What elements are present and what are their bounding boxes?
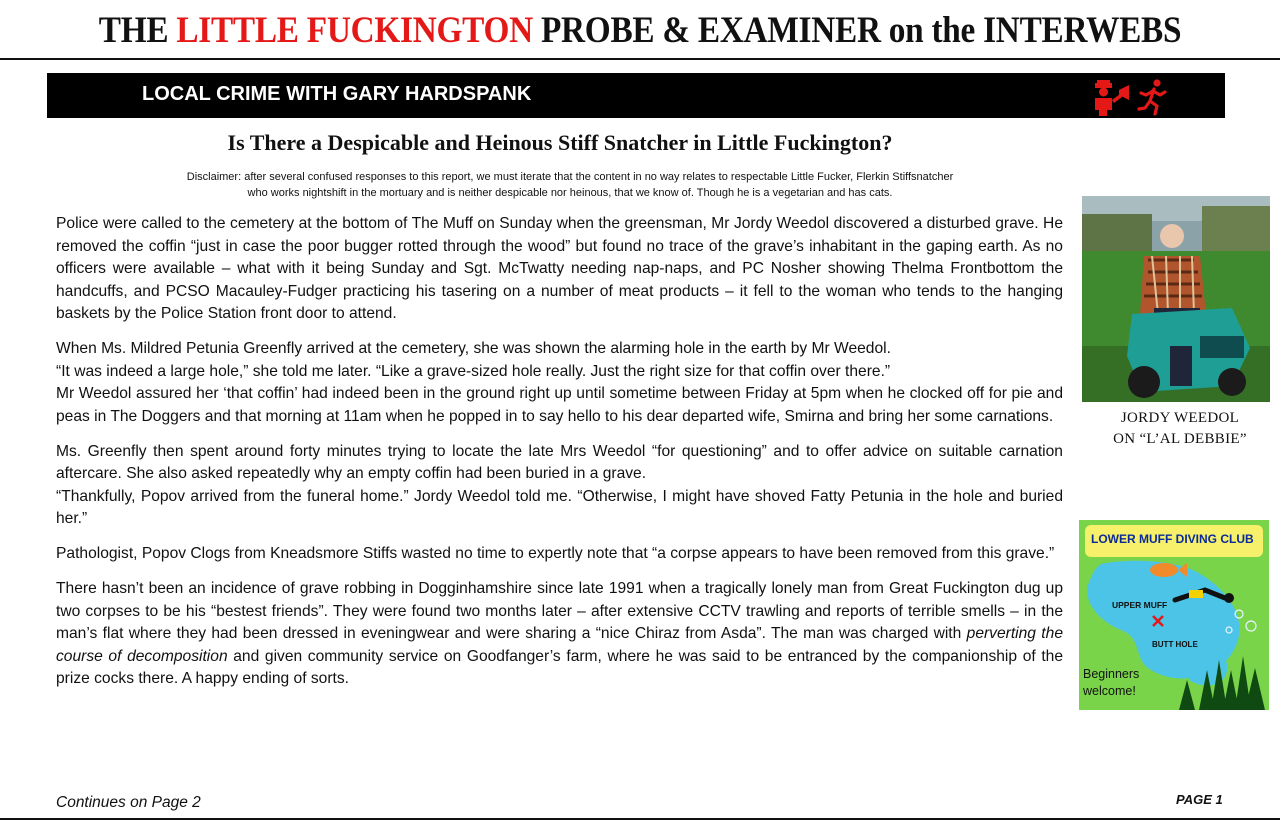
paragraph-4: Pathologist, Popov Clogs from Kneadsmore Stiffs wasted no time to expertly note that “a corpse appears to have been removed from this grave.”: [56, 545, 1055, 562]
paragraph-2: [56, 338, 1063, 428]
disclaimer: [80, 169, 1060, 201]
ad-tagline: [1083, 666, 1139, 700]
diving-club-advert: [1079, 520, 1269, 710]
page-number: PAGE 1: [1176, 792, 1223, 807]
paragraph-3-line: Ms. Greenfly then spent around forty minutes trying to locate the late Mrs Weedol “for questioning” and to offer advice on suitable carnation aftercare. She also asked repeatedly why an empty coffin had been buried in a grave.: [56, 442, 1063, 482]
masthead-town: LITTLE FUCKINGTON: [176, 10, 533, 51]
article-headline: Is There a Despicable and Heinous Stiff Snatcher in Little Fuckington?: [227, 130, 893, 155]
disclaimer-line: who works nightshift in the mortuary and is neither despicable nor heinous, that we know of. Though he is a vegetarian and has cats.: [247, 187, 893, 199]
caption-line: ON “L’AL DEBBIE”: [1113, 431, 1247, 447]
continues-note: Continues on Page 2: [56, 794, 201, 811]
article-body: [56, 213, 1063, 703]
paragraph-5: [56, 578, 1063, 691]
photo-jordy-weedol: [1082, 196, 1270, 402]
section-banner: [47, 73, 1225, 118]
top-rule: [0, 58, 1280, 60]
caption-line: JORDY WEEDOL: [1120, 410, 1240, 426]
section-title: LOCAL CRIME WITH GARY HARDSPANK: [142, 83, 532, 105]
photo-caption: [1080, 408, 1280, 450]
paragraph-2-line: “It was indeed a large hole,” she told me later. “Like a grave-sized hole really. Just the right size for that coffin over there.”: [56, 362, 891, 380]
police-officer-icon: [1095, 80, 1129, 116]
paragraph-3: [56, 441, 1063, 531]
ad-title: LOWER MUFF DIVING CLUB: [1091, 532, 1254, 546]
banner-icons: [1087, 76, 1177, 116]
paragraph-2-line: When Ms. Mildred Petunia Greenfly arrived at the cemetery, she was shown the alarming hole in the earth by Mr Weedol.: [56, 340, 891, 357]
paragraph-1: Police were called to the cemetery at the bottom of The Muff on Sunday when the greensman, Mr Jordy Weedol discovered a disturbed grave. He removed the coffin “just in case the poor bugger rotted through the wood” but found no trace of the grave’s inhabitant in the gaping earth. As no officers were available – what with it being Sunday and Sgt. McTwatty needing nap-naps, and PC Nosher showing Thelma Frontbottom the handcuffs, and PCSO Macauley-Fudger practicing his tasering on a number of meat products – it fell to the woman who tends to the hanging baskets by the Police Station front door to attend.: [56, 215, 1063, 322]
ad-label-upper-muff: UPPER MUFF: [1112, 600, 1168, 610]
disclaimer-line: Disclaimer: after several confused responses to this report, we must iterate that the content in no way relates to respectable Little Fucker, Flerkin Stiffsnatcher: [186, 171, 954, 183]
paragraph-5-end: and given community service on Goodfanger’s farm, where he was said to be entranced by the companionship of the prize cocks there. A happy ending of sorts.: [56, 647, 1063, 687]
paragraph-5-start: There hasn’t been an incidence of grave robbing in Dogginhamshire since late 1991 when a tragically lonely man from Great Fuckington dug up two corpses to be his “bestest friends”. They were found two months later – after extensive CCTV trawling and reports of terrible smells – in the man’s flat where they had been dressed in eveningwear and were sharing a “nice Chiraz from Asda”. The man was charged with: [56, 580, 1063, 642]
masthead-the: THE: [98, 10, 169, 51]
fish-icon: [1150, 563, 1178, 577]
masthead-rest: PROBE & EXAMINER on the INTERWEBS: [540, 10, 1182, 51]
ad-tagline-line: Beginners: [1083, 667, 1140, 681]
ad-tagline-line: welcome!: [1083, 684, 1136, 698]
paragraph-3-line: “Thankfully, Popov arrived from the funeral home.” Jordy Weedol told me. “Otherwise, I might have shoved Fatty Petunia in the hole and buried her.”: [56, 487, 1063, 527]
paragraph-5-italic: perverting the course of decomposition: [56, 625, 1063, 665]
ad-label-butt-hole: BUTT HOLE: [1152, 640, 1198, 649]
bottom-rule: [0, 818, 1280, 820]
masthead: [64, 6, 1216, 56]
running-man-icon: [1139, 79, 1165, 114]
paragraph-2-line: Mr Weedol assured her ‘that coffin’ had indeed been in the ground right up until sometime between Friday at 5pm when he clocked off for pie and peas in The Doggers and that morning at 11am when he popped in to say hello to his dear departed wife, Smirna and bring her some carnations.: [56, 385, 1063, 425]
